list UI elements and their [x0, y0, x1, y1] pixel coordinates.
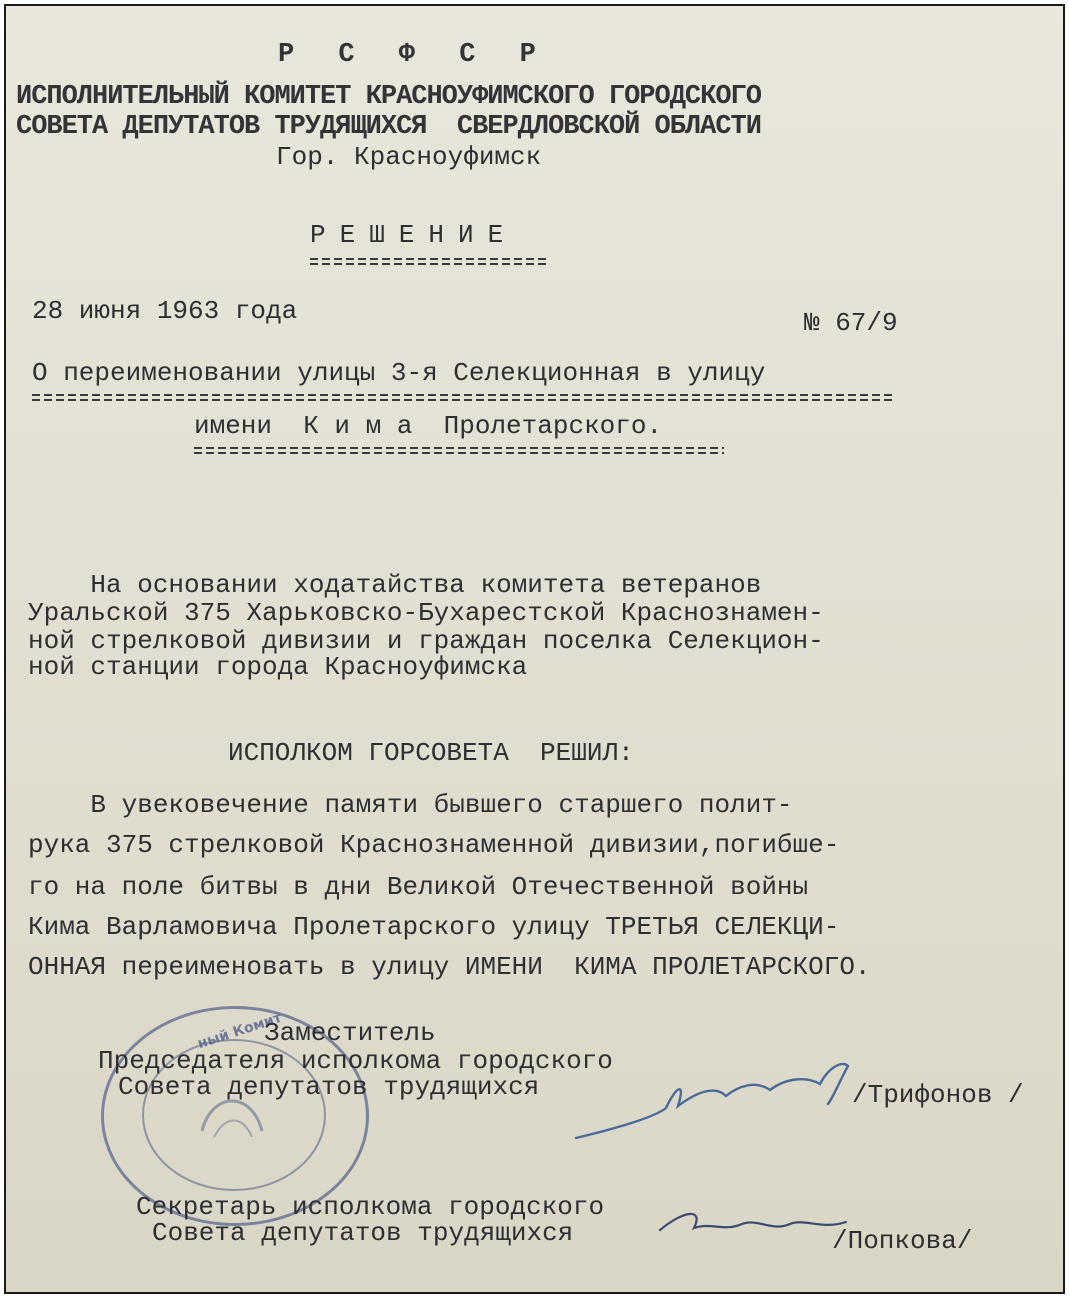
signer2-title-2: Совета депутатов трудящихся — [152, 1218, 574, 1248]
decision-date: 28 июня 1963 года — [32, 296, 298, 326]
document-title: РЕШЕНИЕ — [310, 220, 518, 250]
decision-line: рука 375 стрелковой Краснознаменной дивизии,погибше- — [28, 830, 840, 860]
signer1-name: /Трифонов / — [852, 1080, 1024, 1110]
signer2-name: /Попкова/ — [832, 1226, 973, 1256]
decision-line: го на поле битвы в дни Великой Отечественной войны — [28, 872, 809, 902]
resolved-heading: ИСПОЛКОМ ГОРСОВЕТА РЕШИЛ: — [228, 738, 634, 768]
decision-line: Кима Варламовича Пролетарского улицу ТРЕТЬЯ СЕЛЕКЦИ- — [28, 912, 840, 942]
basis-line: На основании ходатайства комитета ветеранов — [28, 570, 762, 600]
signer1-title-3: Совета депутатов трудящихся — [118, 1072, 540, 1102]
decision-line: В увековечение памяти бывшего старшего полит- — [28, 790, 793, 820]
committee-line-2: СОВЕТА ДЕПУТАТОВ ТРУДЯЩИХСЯ СВЕРДЛОВСКОЙ ОБЛАСТИ — [16, 112, 761, 142]
committee-line-1: ИСПОЛНИТЕЛЬНЫЙ КОМИТЕТ КРАСНОУФИМСКОГО ГОРОДСКОГО — [16, 82, 761, 112]
basis-line: ной станции города Красноуфимска — [28, 652, 528, 682]
subject-line-2: имени К и м а Пролетарского. — [194, 411, 663, 441]
title-double-underline — [310, 258, 550, 265]
seal-lettering: ный Комит — [195, 1009, 284, 1053]
signature-trifonov — [566, 1046, 866, 1146]
signer1-title-1: Заместитель — [264, 1018, 436, 1048]
document-page — [4, 4, 1065, 1294]
decision-line: ОННАЯ переименовать в улицу ИМЕНИ КИМА ПРОЛЕТАРСКОГО. — [28, 952, 871, 982]
signer1-title-2: Председателя исполкома городского — [98, 1046, 613, 1076]
signer2-title-1: Секретарь исполкома городского — [136, 1192, 605, 1222]
subject-underline-2 — [194, 447, 724, 454]
decision-number: № 67/9 — [804, 308, 898, 338]
city-line: Гор. Красноуфимск — [276, 142, 542, 172]
basis-line: ной стрелковой дивизии и граждан поселка Селекцион- — [28, 626, 824, 656]
basis-line: Уральской 375 Харьковско-Бухарестской Краснознамен- — [28, 598, 824, 628]
signature-popkova — [654, 1202, 854, 1252]
republic-heading: Р С Ф С Р — [278, 40, 550, 70]
subject-line-1: О переименовании улицы 3-я Селекционная в улицу — [32, 358, 766, 388]
subject-underline-1 — [32, 394, 896, 401]
